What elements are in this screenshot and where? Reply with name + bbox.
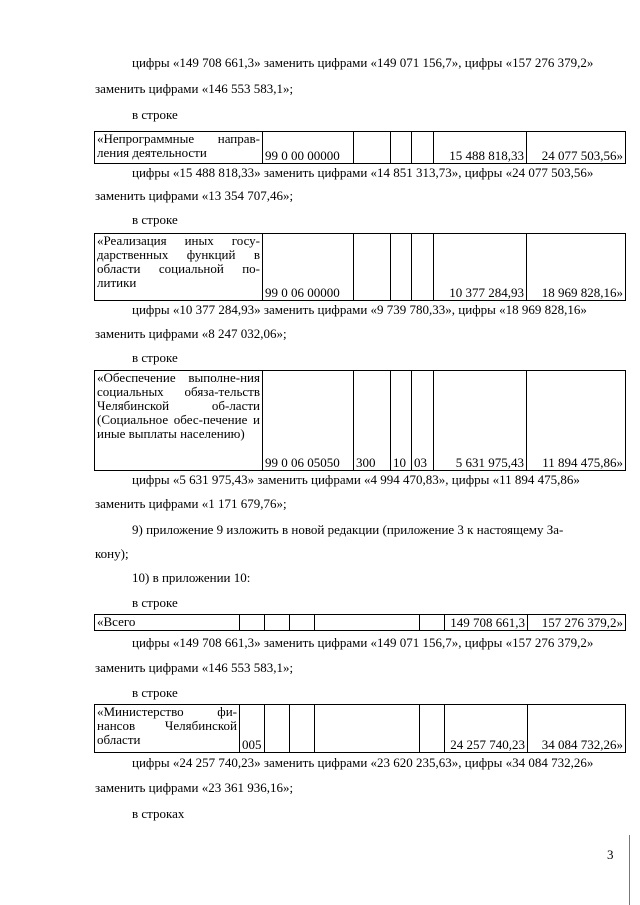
row-value-1: 10 377 284,93 xyxy=(434,234,527,301)
row-cell xyxy=(290,705,315,753)
row-value-2: 11 894 475,86» xyxy=(527,371,626,471)
row-value-2: 157 276 379,2» xyxy=(528,615,626,631)
budget-row-table-ministry-finance xyxy=(94,704,626,753)
row-code: 99 0 06 05050 xyxy=(263,371,354,471)
text-line: кону); xyxy=(95,546,129,561)
text-line: цифры «149 708 661,3» заменить цифрами «149 071 156,7», цифры «157 276 379,2» xyxy=(132,55,594,70)
row-cell: 10 xyxy=(391,371,412,471)
text-line: заменить цифрами «13 354 707,46»; xyxy=(95,188,294,203)
text-line: в строках xyxy=(132,806,185,821)
text-line: заменить цифрами «23 361 936,16»; xyxy=(95,780,294,795)
text-line: заменить цифрами «146 553 583,1»; xyxy=(95,81,294,96)
scan-edge-line xyxy=(629,835,630,905)
text-line: заменить цифрами «1 171 679,76»; xyxy=(95,496,287,511)
text-line: заменить цифрами «146 553 583,1»; xyxy=(95,660,294,675)
row-value-1: 5 631 975,43 xyxy=(434,371,527,471)
text-line: в строке xyxy=(132,685,178,700)
text-line: 10) в приложении 10: xyxy=(132,570,251,585)
row-cell xyxy=(315,615,420,631)
row-value-2: 18 969 828,16» xyxy=(527,234,626,301)
text-line: в строке xyxy=(132,350,178,365)
budget-row-table-total xyxy=(94,614,626,631)
row-code: 99 0 06 00000 xyxy=(263,234,354,301)
row-cell xyxy=(240,615,265,631)
row-cell xyxy=(391,132,412,164)
row-description: «Обеспечение выполне-ния социальных обяза-тельств Челябинской об-ласти (Социальное обес-печение и иные выплаты населению) xyxy=(95,371,263,471)
row-value-2: 24 077 503,56» xyxy=(527,132,626,164)
text-line: цифры «5 631 975,43» заменить цифрами «4 994 470,83», цифры «11 894 475,86» xyxy=(132,472,580,487)
row-code: 99 0 00 00000 xyxy=(263,132,354,164)
row-code: 005 xyxy=(240,705,265,753)
row-value-2: 34 084 732,26» xyxy=(528,705,626,753)
row-cell xyxy=(412,234,434,301)
row-cell xyxy=(265,615,290,631)
budget-row-table-nonprogram xyxy=(94,131,626,164)
row-cell xyxy=(354,132,391,164)
text-line: цифры «15 488 818,33» заменить цифрами «14 851 313,73», цифры «24 077 503,56» xyxy=(132,165,594,180)
text-line: в строке xyxy=(132,212,178,227)
row-value-1: 149 708 661,3 xyxy=(445,615,528,631)
row-cell xyxy=(412,132,434,164)
text-line: 9) приложение 9 изложить в новой редакции (приложение 3 к настоящему За- xyxy=(132,522,564,537)
budget-row-table-social-obligations xyxy=(94,370,626,471)
row-description: «Реализация иных госу-дарственных функций в области социальной по-литики xyxy=(95,234,263,301)
row-description: «Всего xyxy=(95,615,240,631)
text-line: в строке xyxy=(132,595,178,610)
row-cell xyxy=(354,234,391,301)
row-value-1: 24 257 740,23 xyxy=(445,705,528,753)
row-cell xyxy=(265,705,290,753)
text-line: цифры «149 708 661,3» заменить цифрами «149 071 156,7», цифры «157 276 379,2» xyxy=(132,635,594,650)
row-cell xyxy=(391,234,412,301)
row-cell: 300 xyxy=(354,371,391,471)
row-cell xyxy=(315,705,420,753)
text-line: цифры «24 257 740,23» заменить цифрами «23 620 235,63», цифры «34 084 732,26» xyxy=(132,755,594,770)
row-description: «Непрограммные направ-ления деятельности xyxy=(95,132,263,164)
text-line: цифры «10 377 284,93» заменить цифрами «9 739 780,33», цифры «18 969 828,16» xyxy=(132,302,587,317)
row-cell xyxy=(290,615,315,631)
row-cell: 03 xyxy=(412,371,434,471)
row-value-1: 15 488 818,33 xyxy=(434,132,527,164)
row-description: «Министерство фи-нансов Челябинской области xyxy=(95,705,240,753)
budget-row-table-social-policy xyxy=(94,233,626,301)
row-cell xyxy=(420,705,445,753)
row-cell xyxy=(420,615,445,631)
text-line: заменить цифрами «8 247 032,06»; xyxy=(95,326,287,341)
page-number: 3 xyxy=(607,847,614,862)
text-line: в строке xyxy=(132,107,178,122)
